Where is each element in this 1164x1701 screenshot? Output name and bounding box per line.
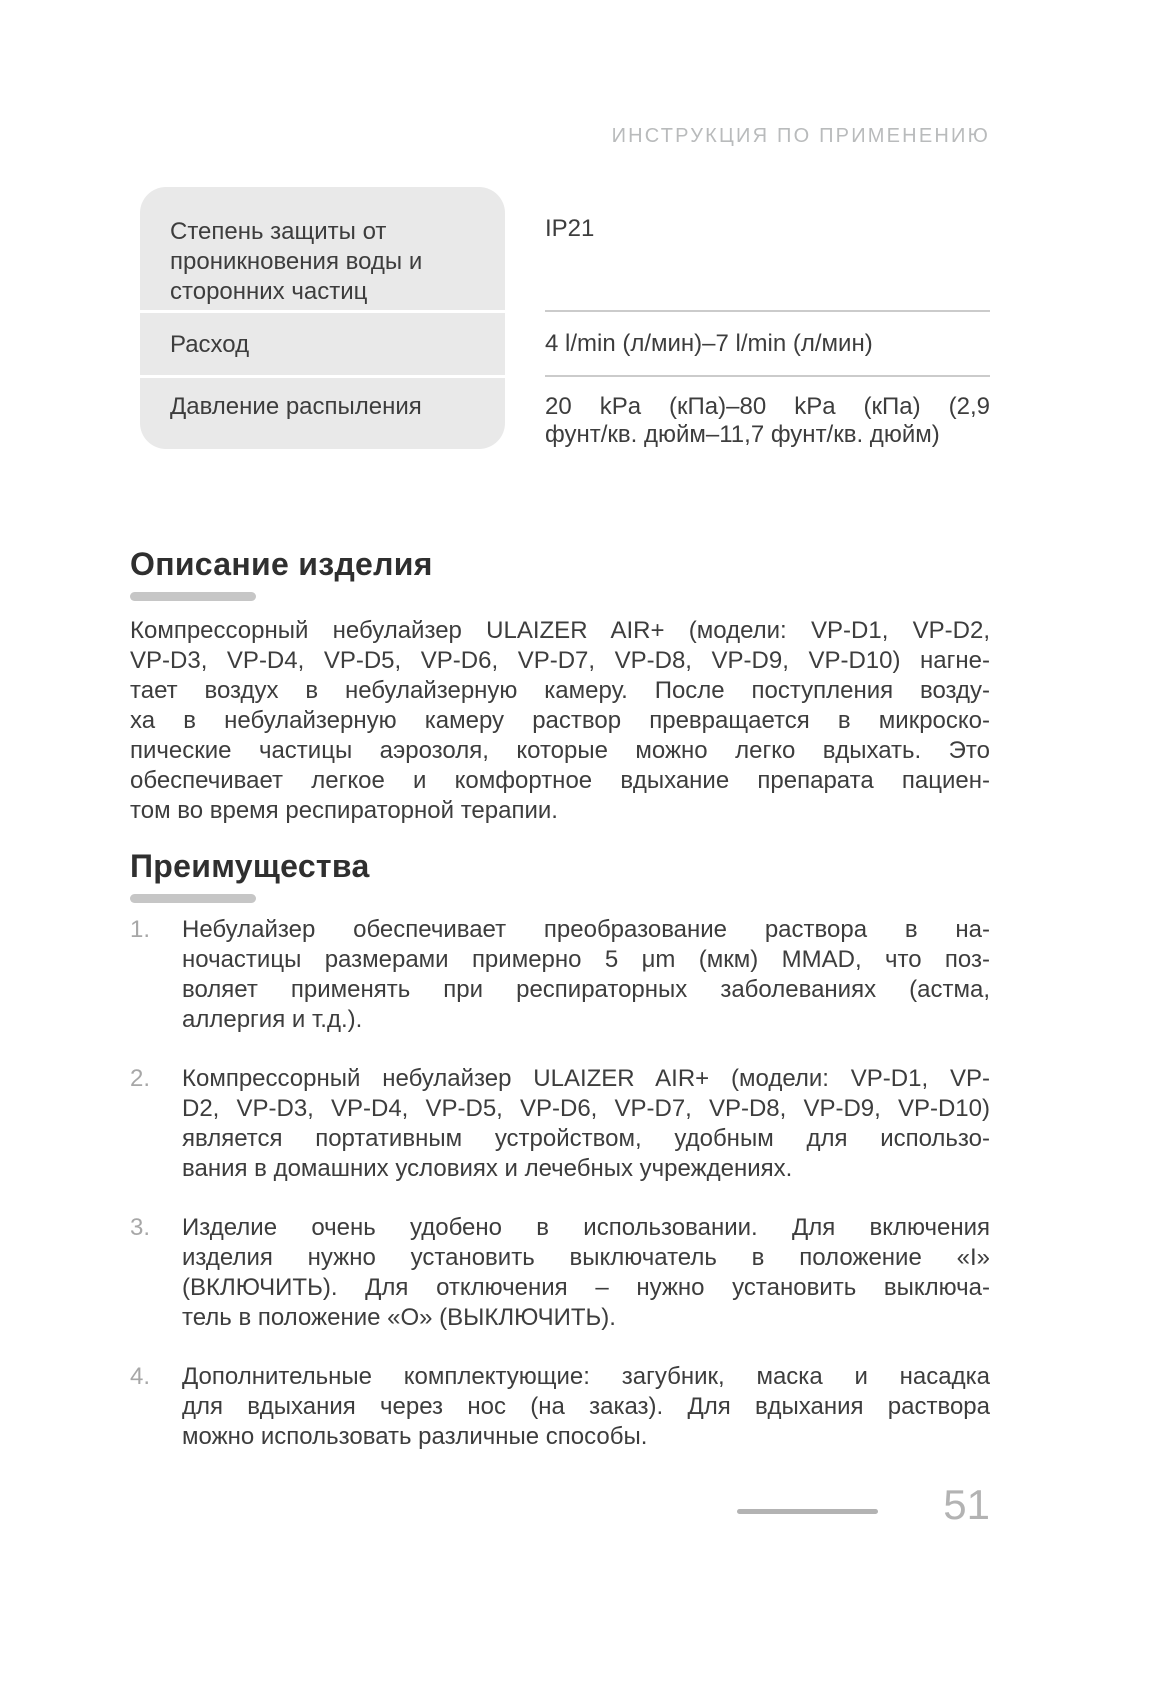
list-item-text: Изделие очень удобено в использовании. Для включения изделия нужно установить выключатель в положение «I» (ВКЛЮЧИТЬ). Для отключения – нужно установить выключа- тель в положение «О» (ВЫКЛЮЧИТЬ). <box>182 1214 990 1331</box>
page-number: 51 <box>943 1481 990 1528</box>
list-item-number: 1. <box>130 916 151 943</box>
list-item <box>130 1064 990 1184</box>
section-title-product-description: Описание изделия <box>130 546 433 582</box>
list-item-number: 3. <box>130 1214 151 1241</box>
spec-label-protection-degree: Степень защиты от проникновения воды и сторонних частиц <box>170 218 423 305</box>
spec-values-column <box>545 187 990 449</box>
spec-value-flow-rate: 4 l/min (л/мин)–7 l/min (л/мин) <box>545 310 990 375</box>
list-item-number: 2. <box>130 1065 151 1092</box>
footer-divider <box>737 1509 878 1514</box>
list-item <box>130 1362 990 1452</box>
heading-accent-bar <box>130 894 256 903</box>
advantages-list <box>130 915 990 1452</box>
product-description-paragraph: Компрессорный небулайзер ULAIZER AIR+ (модели: VP-D1, VP-D2, VP-D3, VP-D4, VP-D5, VP-D6, VP-D7, VP-D8, VP-D9, VP-D10) нагне- тает воздух в небулайзерную камеру. После поступления возду- ха в небулайзерную камеру раствор превращается в микроско- пические частицы аэрозоля, которые можно легко вдыхать. Это обеспечивает легкое и комфортное вдыхание препарата пациен- том во время респираторной терапии. <box>130 617 990 824</box>
section-title-advantages: Преимущества <box>130 848 370 884</box>
list-item-text: Компрессорный небулайзер ULAIZER AIR+ (модели: VP-D1, VP- D2, VP-D3, VP-D4, VP-D5, VP-D6, VP-D7, VP-D8, VP-D9, VP-D10) является портативным устройством, удобным для использо- вания в домашних условиях и лечебных учреждениях. <box>182 1065 990 1182</box>
list-item-number: 4. <box>130 1363 151 1390</box>
spec-table <box>140 187 990 449</box>
spec-value-protection-degree: IP21 <box>545 215 595 242</box>
list-item <box>130 915 990 1035</box>
list-item-text: Дополнительные комплектующие: загубник, маска и насадка для вдыхания через нос (на заказ). Для вдыхания раствора можно использовать различные способы. <box>182 1363 990 1450</box>
list-item <box>130 1213 990 1333</box>
list-item-text: Небулайзер обеспечивает преобразование раствора в на- ночастицы размерами примерно 5 μm (мкм) MMAD, что поз- воляет применять при респираторных заболеваниях (астма, аллергия и т.д.). <box>182 916 990 1033</box>
main-content <box>130 546 990 1481</box>
spec-value-nebulization-pressure: 20 kPa (кПа)–80 kPa (кПа) (2,9 фунт/кв. дюйм–11,7 фунт/кв. дюйм) <box>545 375 990 449</box>
spec-label-flow-rate: Расход <box>140 310 505 375</box>
heading-accent-bar <box>130 592 256 601</box>
spec-label-nebulization-pressure: Давление распыления <box>140 375 505 440</box>
page-header-label: ИНСТРУКЦИЯ ПО ПРИМЕНЕНИЮ <box>611 125 990 147</box>
spec-labels-box <box>140 187 505 449</box>
